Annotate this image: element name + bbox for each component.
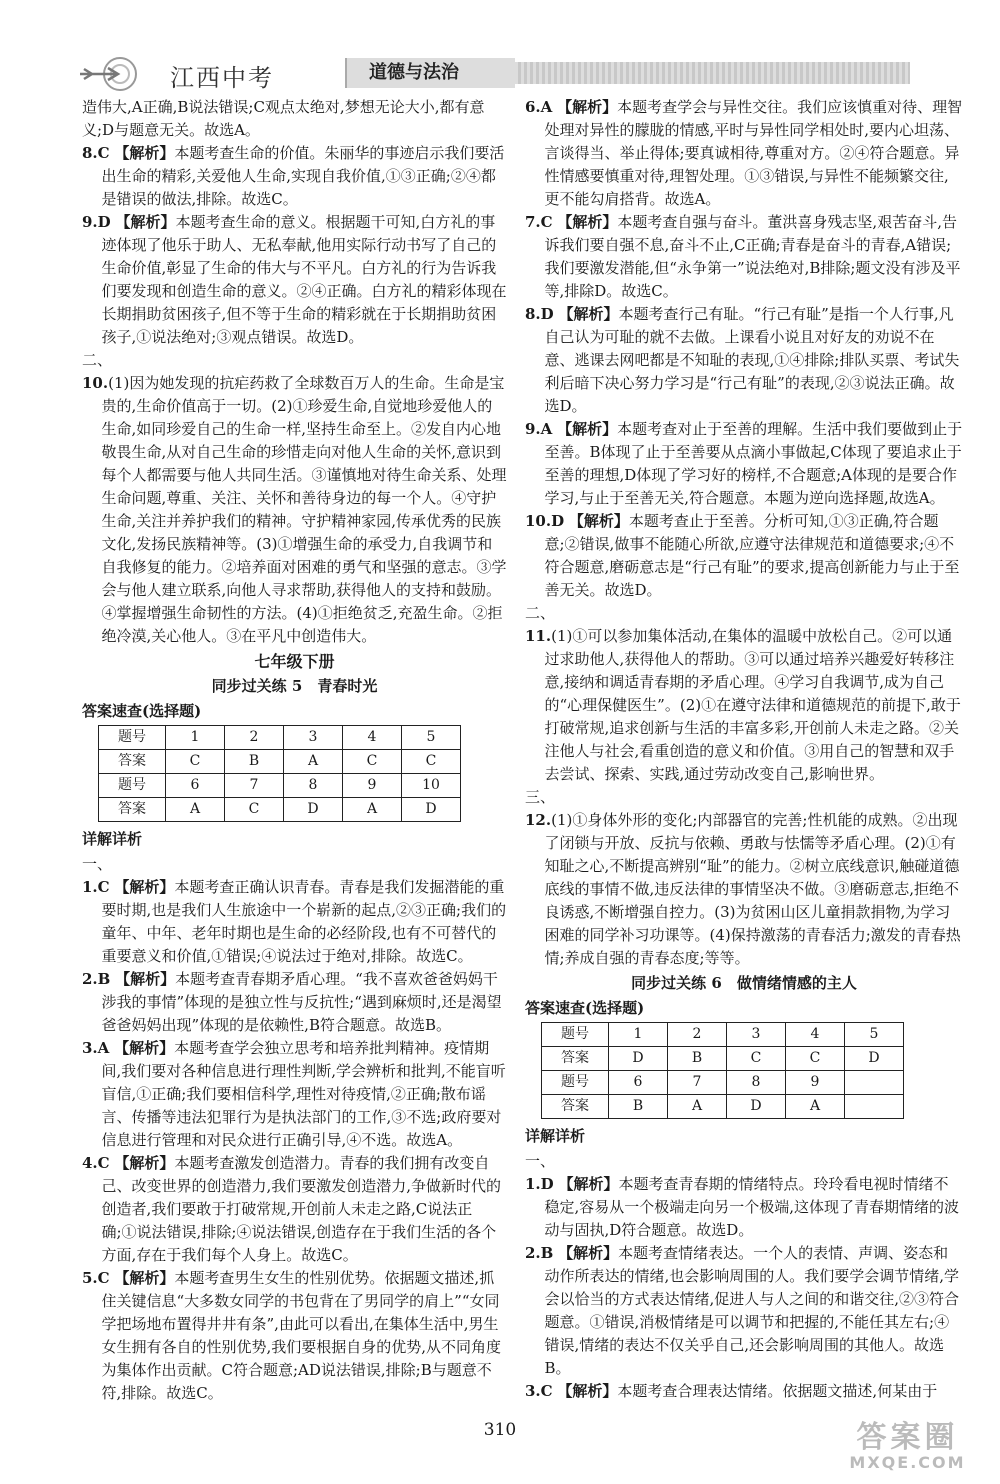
- table-cell: D: [845, 1047, 904, 1071]
- item-text: 本题考查止于至善。分析可知,①③正确,符合题意;②错误,做事不能随心所欲,应遵守法律规范和道德要求;④不符合题意,磨砺意志是“行己有耻”的要求,提高创新能力与止于至善无关。故选D。: [544, 512, 960, 599]
- answer-item: [525, 1242, 963, 1380]
- analysis-tag: 【解析】: [558, 1244, 619, 1262]
- table-row: [99, 750, 461, 774]
- table-cell: 6: [609, 1071, 668, 1095]
- table-row: [542, 1023, 904, 1047]
- item-number: 8.: [82, 144, 98, 162]
- table-cell: A: [284, 750, 343, 774]
- item-text: 本题考查青春期矛盾心理。“我不喜欢爸爸妈妈干涉我的事情”体现的是独立性与反抗性;“遇到麻烦时,还是渴望爸爸妈妈出现”体现的是依赖性,B符合题意。故选B。: [101, 970, 502, 1034]
- analysis-tag: 【解析】: [114, 1269, 175, 1287]
- table-row: [542, 1071, 904, 1095]
- item-answer: D: [97, 213, 111, 231]
- answer-item: [525, 510, 963, 602]
- analysis-tag: 【解析】: [114, 1039, 175, 1057]
- item-number: 6.: [525, 98, 541, 116]
- subject-label: 道德与法治: [345, 58, 515, 88]
- item-number: 4.: [82, 1154, 98, 1172]
- item-text: 本题考查正确认识青春。青春是我们发掘潜能的重要时期,也是我们人生旅途中一个崭新的起点,②③正确;我们的童年、中年、老年时期也是生命的必经阶段,也有不可替代的重要意义和价值,①错误;④说法过于绝对,排除。故选C。: [101, 878, 507, 965]
- item-answer: A: [540, 98, 553, 116]
- quick-answers-label: 答案速查(选择题): [82, 702, 202, 720]
- detail-label: 详解详析: [82, 830, 143, 848]
- analysis-tag: 【解析】: [557, 1382, 618, 1400]
- item-text: (1)①可以参加集体活动,在集体的温暖中放松自己。②可以通过求助他人,获得他人的帮助。③可以通过培养兴趣爱好转移注意,接纳和调适青春期的矛盾心理。④学习自我调节,成为自己的“心理保健医生”。(2)①在遵守法律和道德规范的前提下,敢于打破常规,追求创新与生活的丰富多彩,开创前人未走之路。②关注他人与社会,看重创造的意义和价值。③用自己的智慧和双手去尝试、探索、实践,通过劳动改变自己,影响世界。: [544, 627, 961, 783]
- section-label: 二、: [525, 604, 556, 622]
- answer-table: [98, 725, 461, 822]
- exercise-heading: 同步过关练 5 青春时光: [211, 677, 378, 695]
- header-bar: [515, 62, 910, 84]
- item-text: 本题考查学会独立思考和培养批判精神。疫情期间,我们要对各种信息进行理性判断,学会辨析和批判,不能盲听盲信,①正确;我们要相信科学,理性对待疫情,②正确;散布谣言、传播等违法犯罪行为是执法部门的工作,③不选;政府要对信息进行管理和对民众进行正确引导,④不选。故选A。: [101, 1039, 506, 1149]
- item-text: 本题考查行己有耻。“行己有耻”是指一个人行事,凡自己认为可耻的就不去做。上课看小说且对好友的劝说不在意、逃课去网吧都是不知耻的表现,①④排除;排队买票、考试失利后暗下决心努力学习是“行己有耻”的表现,②③说法正确。故选D。: [544, 305, 960, 415]
- table-row: [99, 798, 461, 822]
- answer-table: [541, 1022, 904, 1119]
- item-number: 11.: [525, 627, 552, 645]
- table-cell: 1: [166, 726, 225, 750]
- section-label: 二、: [82, 351, 113, 369]
- logo-icon: [78, 54, 148, 94]
- answer-item: [82, 968, 507, 1037]
- item-answer: D: [551, 512, 565, 530]
- item-number: 1.: [82, 878, 98, 896]
- answer-item: [525, 211, 963, 303]
- item-text: 本题考查生命的意义。根据题干可知,白方礼的事迹体现了他乐于助人、无私奉献,他用实际行动书写了自己的生命价值,彰显了生命的伟大与不平凡。白方礼的行为告诉我们要发现和创造生命的意义。②④正确。白方礼的精彩体现在长期捐助贫困孩子,但不等于生命的精彩就在于长期捐助贫困孩子,①说法绝对;③观点错误。故选D。: [101, 213, 507, 346]
- table-cell: [845, 1095, 904, 1119]
- page-number: 310: [483, 1420, 517, 1440]
- analysis-tag: 【解析】: [557, 213, 618, 231]
- item-number: 1.: [525, 1175, 541, 1193]
- table-cell: 9: [343, 774, 402, 798]
- table-header-cell: 题号: [542, 1071, 609, 1095]
- item-text: 本题考查激发创造潜力。青春的我们拥有改变自己、改变世界的创造潜力,我们要激发创造潜力,争做新时代的创造者,我们要敢于打破常规,开创前人未走之路,C说法正确;①说法错误,排除;④说法错误,创造存在于我们生活的各个方面,存在于我们每个人身上。故选C。: [101, 1154, 502, 1264]
- item-answer: A: [97, 1039, 110, 1057]
- item-number: 9.: [82, 213, 98, 231]
- watermark-text: 答案圈: [856, 1420, 959, 1455]
- item-text: 本题考查自强与奋斗。董洪喜身残志坚,艰苦奋斗,告诉我们要自强不息,奋斗不止,C正确;青春是奋斗的青春,A错误;我们要激发潜能,但“永争第一”说法绝对,B排除;题文没有涉及平等,排除D。故选C。: [544, 213, 961, 300]
- analysis-tag: 【解析】: [558, 1175, 619, 1193]
- answer-item: [525, 625, 963, 786]
- item-number: 3.: [82, 1039, 98, 1057]
- analysis-tag: 【解析】: [115, 970, 176, 988]
- watermark-logo: [825, 1422, 990, 1474]
- item-answer: C: [540, 213, 553, 231]
- table-cell: 2: [668, 1023, 727, 1047]
- item-text: 本题考查合理表达情绪。依据题文描述,何某由于: [617, 1382, 938, 1400]
- left-column: [82, 96, 507, 1405]
- table-cell: C: [166, 750, 225, 774]
- paragraph: 造伟大,A正确,B说法错误;C观点太绝对,梦想无论大小,都有意义;D与题意无关。故选A。: [82, 98, 485, 139]
- item-answer: D: [540, 1175, 554, 1193]
- answer-item: [525, 1380, 963, 1403]
- table-cell: A: [668, 1095, 727, 1119]
- table-header-cell: 答案: [99, 750, 166, 774]
- watermark-url: MXQE.COM: [849, 1453, 966, 1472]
- item-answer: C: [540, 1382, 553, 1400]
- section-label: 一、: [525, 1152, 556, 1170]
- item-number: 5.: [82, 1269, 98, 1287]
- table-cell: 9: [786, 1071, 845, 1095]
- table-cell: A: [786, 1095, 845, 1119]
- analysis-tag: 【解析】: [557, 420, 618, 438]
- answer-item: [82, 372, 507, 648]
- page-header: [0, 0, 1000, 92]
- table-header-cell: 题号: [99, 774, 166, 798]
- table-cell: 8: [284, 774, 343, 798]
- answer-item: [82, 211, 507, 349]
- answer-item: [525, 1173, 963, 1242]
- table-cell: 6: [166, 774, 225, 798]
- table-cell: 10: [402, 774, 461, 798]
- table-cell: D: [609, 1047, 668, 1071]
- item-number: 12.: [525, 811, 552, 829]
- item-number: 3.: [525, 1382, 541, 1400]
- section-label: 三、: [525, 788, 556, 806]
- table-header-cell: 题号: [99, 726, 166, 750]
- table-cell: B: [609, 1095, 668, 1119]
- item-answer: C: [97, 144, 110, 162]
- analysis-tag: 【解析】: [557, 98, 618, 116]
- item-number: 9.: [525, 420, 541, 438]
- item-text: 本题考查生命的价值。朱丽华的事迹启示我们要活出生命的精彩,关爱他人生命,实现自我价值,①③正确;②④都是错误的做法,排除。故选C。: [101, 144, 505, 208]
- table-row: [99, 726, 461, 750]
- table-cell: B: [225, 750, 284, 774]
- table-cell: 5: [402, 726, 461, 750]
- answer-item: [82, 142, 507, 211]
- answer-item: [82, 1037, 507, 1152]
- item-text: 本题考查学会与异性交往。我们应该慎重对待、理智处理对异性的朦胧的情感,平时与异性同学相处时,要内心坦荡、言谈得当、举止得体;要真诚相待,尊重对方。②④符合题意。异性情感要慎重对待,理智处理。①③错误,与异性不能频繁交往,更不能勾肩搭背。故选A。: [544, 98, 963, 208]
- item-text: (1)因为她发现的抗疟药救了全球数百万人的生命。生命是宝贵的,生命价值高于一切。(2)①珍爱生命,自觉地珍爱他人的生命,如同珍爱自己的生命一样,坚持生命至上。②发自内心地敬畏生命,从对自己生命的珍惜走向对他人生命的关怀,意识到每个人都需要与他人共同生活。③谨慎地对待生命关系、处理生命问题,尊重、关注、关怀和善待身边的每一个人。④守护生命,关注并养护我们的精神。守护精神家园,传承优秀的民族文化,发扬民族精神等。(3)①增强生命的承受力,自我调节和自我修复的能力。②培养面对困难的勇气和坚强的意志。③学会与他人建立联系,向他人寻求帮助,获得他人的支持和鼓励。④掌握增强生命韧性的方法。(4)①拒绝贫乏,充盈生命。②拒绝冷漠,关心他人。③在平凡中创造伟大。: [101, 374, 507, 645]
- item-number: 10.: [82, 374, 109, 392]
- table-cell: 4: [786, 1023, 845, 1047]
- item-text: 本题考查男生女生的性别优势。依据题文描述,抓住关键信息“大多数女同学的书包背在了男同学的肩上”“女同学把场地布置得井井有条”,由此可以看出,在集体生活中,男生女生拥有各自的性别优势,我们要根据自身的优势,从不同角度为集体作出贡献。C符合题意;AD说法错误,排除;B与题意不符,排除。故选C。: [101, 1269, 502, 1402]
- table-cell: 1: [609, 1023, 668, 1047]
- table-row: [542, 1095, 904, 1119]
- item-answer: B: [540, 1244, 554, 1262]
- grade-heading: 七年级下册: [254, 652, 335, 671]
- answer-item: [82, 1152, 507, 1267]
- item-number: 2.: [525, 1244, 541, 1262]
- quick-answers-label: 答案速查(选择题): [525, 999, 645, 1017]
- table-cell: 8: [727, 1071, 786, 1095]
- item-number: 8.: [525, 305, 541, 323]
- item-answer: D: [540, 305, 554, 323]
- item-answer: C: [97, 1269, 110, 1287]
- item-text: 本题考查情绪表达。一个人的表情、声调、姿态和动作所表达的情绪,也会影响周围的人。我们要学会调节情绪,学会以恰当的方式表达情绪,促进人与人之间的和谐交往,②③符合题意。①错误,消极情绪是可以调节和把握的,不能任其左右;④错误,情绪的表达不仅关乎自己,还会影响周围的其他人。故选B。: [544, 1244, 960, 1377]
- table-cell: C: [786, 1047, 845, 1071]
- table-cell: 3: [727, 1023, 786, 1047]
- analysis-tag: 【解析】: [114, 144, 175, 162]
- table-row: [542, 1047, 904, 1071]
- table-cell: D: [284, 798, 343, 822]
- answer-item: [525, 809, 963, 970]
- item-number: 7.: [525, 213, 541, 231]
- table-cell: D: [727, 1095, 786, 1119]
- table-header-cell: 答案: [99, 798, 166, 822]
- exercise-heading: 同步过关练 6 做情绪情感的主人: [631, 974, 857, 992]
- item-answer: B: [97, 970, 111, 988]
- table-cell: 4: [343, 726, 402, 750]
- answer-item: [525, 96, 963, 211]
- table-cell: A: [166, 798, 225, 822]
- table-cell: 5: [845, 1023, 904, 1047]
- table-header-cell: 答案: [542, 1095, 609, 1119]
- item-text: 本题考查青春期的情绪特点。玲玲看电视时情绪不稳定,容易从一个极端走向另一个极端,这体现了青春期情绪的波动与固执,D符合题意。故选D。: [544, 1175, 960, 1239]
- table-cell: B: [668, 1047, 727, 1071]
- item-number: 2.: [82, 970, 98, 988]
- brand-title: 江西中考: [170, 64, 274, 92]
- table-header-cell: 答案: [542, 1047, 609, 1071]
- analysis-tag: 【解析】: [114, 1154, 175, 1172]
- item-answer: C: [97, 878, 110, 896]
- table-cell: C: [225, 798, 284, 822]
- right-column: [525, 96, 963, 1403]
- table-cell: C: [343, 750, 402, 774]
- analysis-tag: 【解析】: [568, 512, 629, 530]
- answer-item: [82, 876, 507, 968]
- table-row: [99, 774, 461, 798]
- table-cell: 2: [225, 726, 284, 750]
- item-number: 10.: [525, 512, 552, 530]
- analysis-tag: 【解析】: [558, 305, 619, 323]
- item-text: (1)①身体外形的变化;内部器官的完善;性机能的成熟。②出现了闭锁与开放、反抗与依赖、勇敢与怯懦等矛盾心理。(2)①有知耻之心,不断提高辨别“耻”的能力。②树立底线意识,触碰道德底线的事情不做,违反法律的事情坚决不做。③磨砺意志,拒绝不良诱惑,不断增强自控力。(3)为贫困山区儿童捐款捐物,为学习困难的同学补习功课等。(4)保持激荡的青春活力;激发的青春热情;养成自强的青春态度;等等。: [544, 811, 961, 967]
- table-cell: A: [343, 798, 402, 822]
- answer-item: [82, 1267, 507, 1405]
- answer-item: [525, 418, 963, 510]
- answer-item: [525, 303, 963, 418]
- table-cell: C: [727, 1047, 786, 1071]
- table-cell: D: [402, 798, 461, 822]
- analysis-tag: 【解析】: [114, 878, 175, 896]
- table-cell: 7: [668, 1071, 727, 1095]
- table-cell: 3: [284, 726, 343, 750]
- item-answer: A: [540, 420, 553, 438]
- table-cell: 7: [225, 774, 284, 798]
- table-cell: [845, 1071, 904, 1095]
- detail-label: 详解详析: [525, 1127, 586, 1145]
- item-answer: C: [97, 1154, 110, 1172]
- item-text: 本题考查对止于至善的理解。生活中我们要做到止于至善。B体现了止于至善要从点滴小事做起,C体现了要追求止于至善的理想,D体现了学习好的榜样,不合题意;A体现的是要合作学习,与止于至善无关,符合题意。本题为逆向选择题,故选A。: [544, 420, 963, 507]
- analysis-tag: 【解析】: [115, 213, 176, 231]
- table-cell: C: [402, 750, 461, 774]
- table-header-cell: 题号: [542, 1023, 609, 1047]
- section-label: 一、: [82, 855, 113, 873]
